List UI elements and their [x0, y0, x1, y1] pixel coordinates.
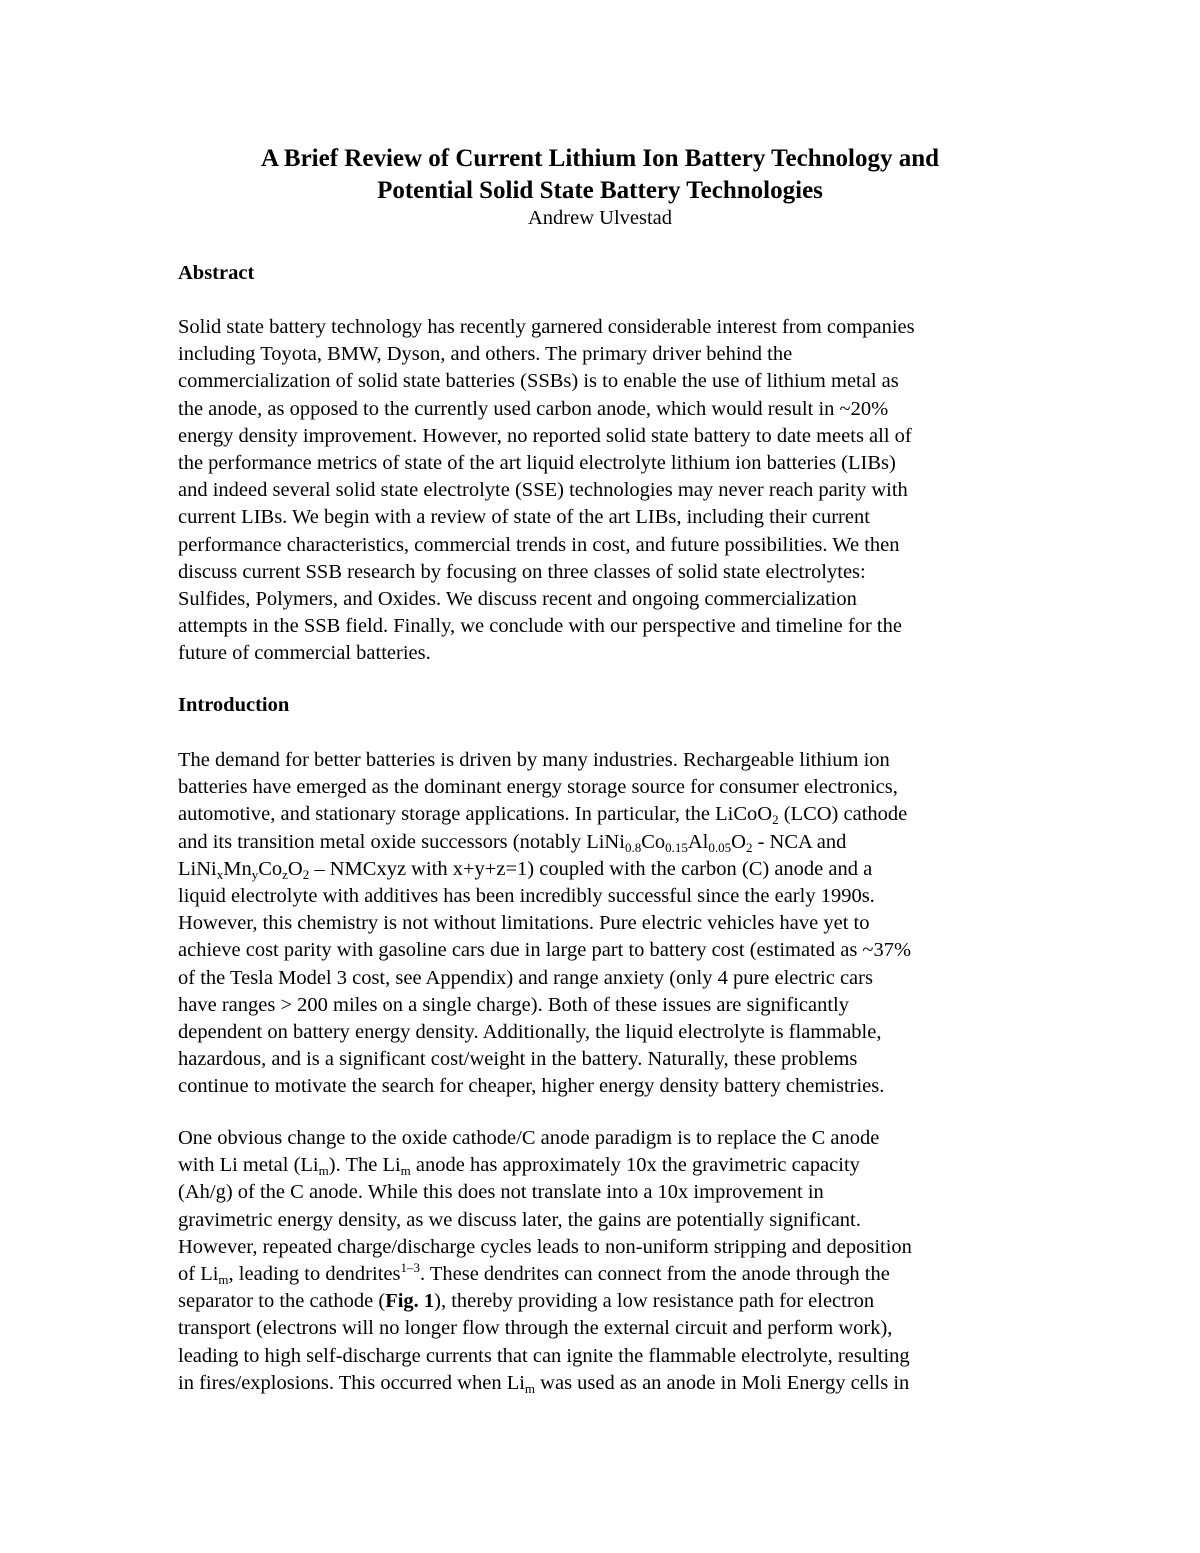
text-run: Co: [258, 857, 283, 880]
abstract-line: future of commercial batteries.: [178, 642, 431, 665]
text-run: ), thereby providing a low resistance path for electron: [434, 1290, 875, 1313]
citation-superscript: 1–3: [400, 1259, 420, 1275]
intro-line: transport (electrons will no longer flow through the external circuit and perform work),: [178, 1317, 893, 1340]
abstract-line: discuss current SSB research by focusing on three classes of solid state electrolytes:: [178, 560, 866, 583]
intro-line: leading to high self-discharge currents that can ignite the flammable electrolyte, resulting: [178, 1344, 910, 1367]
subscript: 0.05: [708, 839, 732, 855]
text-run: automotive, and stationary storage applications. In particular, the LiCoO: [178, 803, 773, 826]
intro-line: batteries have emerged as the dominant energy storage source for consumer electronics,: [178, 776, 898, 799]
intro-line: hazardous, and is a significant cost/weight in the battery. Naturally, these problems: [178, 1048, 858, 1071]
subscript: x: [216, 866, 224, 882]
text-run: with Li metal (Li: [178, 1154, 319, 1177]
author-name: Andrew Ulvestad: [527, 207, 673, 229]
text-run: - NCA and: [752, 830, 847, 853]
intro-line: [178, 801, 1058, 828]
introduction-heading: Introduction: [178, 694, 290, 716]
abstract-paragraph: [178, 314, 1058, 667]
intro-line: [178, 1288, 1058, 1315]
text-run: (LCO) cathode: [778, 803, 908, 826]
subscript: m: [524, 1380, 536, 1396]
subscript: m: [318, 1163, 329, 1179]
text-run: separator to the cathode (: [178, 1290, 386, 1313]
text-run: and its transition metal oxide successors (notably LiNi: [178, 830, 625, 853]
text-run: LiNi: [178, 857, 217, 880]
subscript: 2: [302, 866, 310, 882]
abstract-line: performance characteristics, commercial trends in cost, and future possibilities. We then: [178, 533, 900, 556]
subscript: y: [251, 866, 259, 882]
abstract-line: the performance metrics of state of the art liquid electrolyte lithium ion batteries (LIBs): [178, 451, 896, 474]
abstract-line: and indeed several solid state electrolyte (SSE) technologies may never reach parity with: [178, 479, 908, 502]
text-run: , leading to dendrites: [228, 1262, 401, 1285]
intro-line: The demand for better batteries is driven by many industries. Rechargeable lithium ion: [178, 749, 890, 771]
figure-reference: Fig. 1: [385, 1290, 435, 1313]
subscript: m: [400, 1163, 411, 1179]
text-run: – NMCxyz with x+y+z=1) coupled with the carbon (C) anode and a: [309, 857, 873, 880]
intro-line: of the Tesla Model 3 cost, see Appendix) and range anxiety (only 4 pure electric cars: [178, 966, 873, 989]
subscript: m: [218, 1271, 229, 1287]
intro-line: However, repeated charge/discharge cycles leads to non-uniform stripping and deposition: [178, 1235, 912, 1258]
intro-line: [178, 856, 1058, 883]
abstract-line: Solid state battery technology has recently garnered considerable interest from companies: [178, 316, 915, 338]
abstract-line: commercialization of solid state batteries (SSBs) is to enable the use of lithium metal as: [178, 370, 899, 393]
abstract-heading: Abstract: [178, 262, 255, 284]
intro-line: achieve cost parity with gasoline cars due in large part to battery cost (estimated as ~37%: [178, 939, 912, 962]
text-run: Co: [641, 830, 666, 853]
subscript: 0.8: [624, 839, 642, 855]
subscript: 0.15: [665, 839, 688, 855]
paper-title-line-2: Potential Solid State Battery Technologies: [377, 177, 823, 204]
text-run: was used as an anode in Moli Energy cells in: [535, 1371, 910, 1394]
intro-line: [178, 1152, 1058, 1179]
text-run: O: [287, 857, 303, 880]
intro-line: continue to motivate the search for cheaper, higher energy density battery chemistries.: [178, 1075, 885, 1098]
intro-line: dependent on battery energy density. Additionally, the liquid electrolyte is flammable,: [178, 1020, 882, 1043]
text-run: ). The Li: [328, 1154, 401, 1177]
text-run: O: [731, 830, 746, 853]
intro-line: [178, 1261, 1058, 1288]
abstract-line: attempts in the SSB field. Finally, we conclude with our perspective and timeline for the: [178, 615, 902, 638]
subscript: 2: [745, 839, 753, 855]
text-run: in fires/explosions. This occurred when Li: [178, 1371, 525, 1394]
text-run: Al: [687, 830, 709, 853]
abstract-line: current LIBs. We begin with a review of state of the art LIBs, including their current: [178, 506, 870, 529]
intro-line: [178, 829, 1058, 856]
abstract-line: energy density improvement. However, no reported solid state battery to date meets all of: [178, 424, 912, 447]
paper-title-line-1: A Brief Review of Current Lithium Ion Battery Technology and: [260, 145, 939, 172]
introduction-paragraph-2: [178, 1125, 1058, 1397]
text-run: of Li: [178, 1262, 219, 1285]
text-run: . These dendrites can connect from the anode through the: [419, 1262, 890, 1285]
subscript: 2: [772, 812, 779, 828]
intro-line: However, this chemistry is not without limitations. Pure electric vehicles have yet to: [178, 912, 870, 935]
subscript: z: [282, 866, 288, 882]
abstract-line: including Toyota, BMW, Dyson, and others. The primary driver behind the: [178, 343, 793, 366]
intro-line: have ranges > 200 miles on a single charge). Both of these issues are significantly: [178, 993, 849, 1016]
intro-line: gravimetric energy density, as we discuss later, the gains are potentially significant.: [178, 1208, 861, 1231]
intro-line: One obvious change to the oxide cathode/C anode paradigm is to replace the C anode: [178, 1127, 880, 1149]
intro-line: (Ah/g) of the C anode. While this does not translate into a 10x improvement in: [178, 1181, 824, 1204]
abstract-line: the anode, as opposed to the currently used carbon anode, which would result in ~20%: [178, 397, 889, 420]
intro-line: liquid electrolyte with additives has been incredibly successful since the early 1990s.: [178, 884, 875, 907]
abstract-line: Sulfides, Polymers, and Oxides. We discuss recent and ongoing commercialization: [178, 587, 857, 610]
text-run: anode has approximately 10x the gravimetric capacity: [410, 1154, 860, 1177]
intro-line: [178, 1370, 1058, 1397]
text-run: Mn: [223, 857, 252, 880]
introduction-paragraph-1: [178, 747, 1058, 1100]
